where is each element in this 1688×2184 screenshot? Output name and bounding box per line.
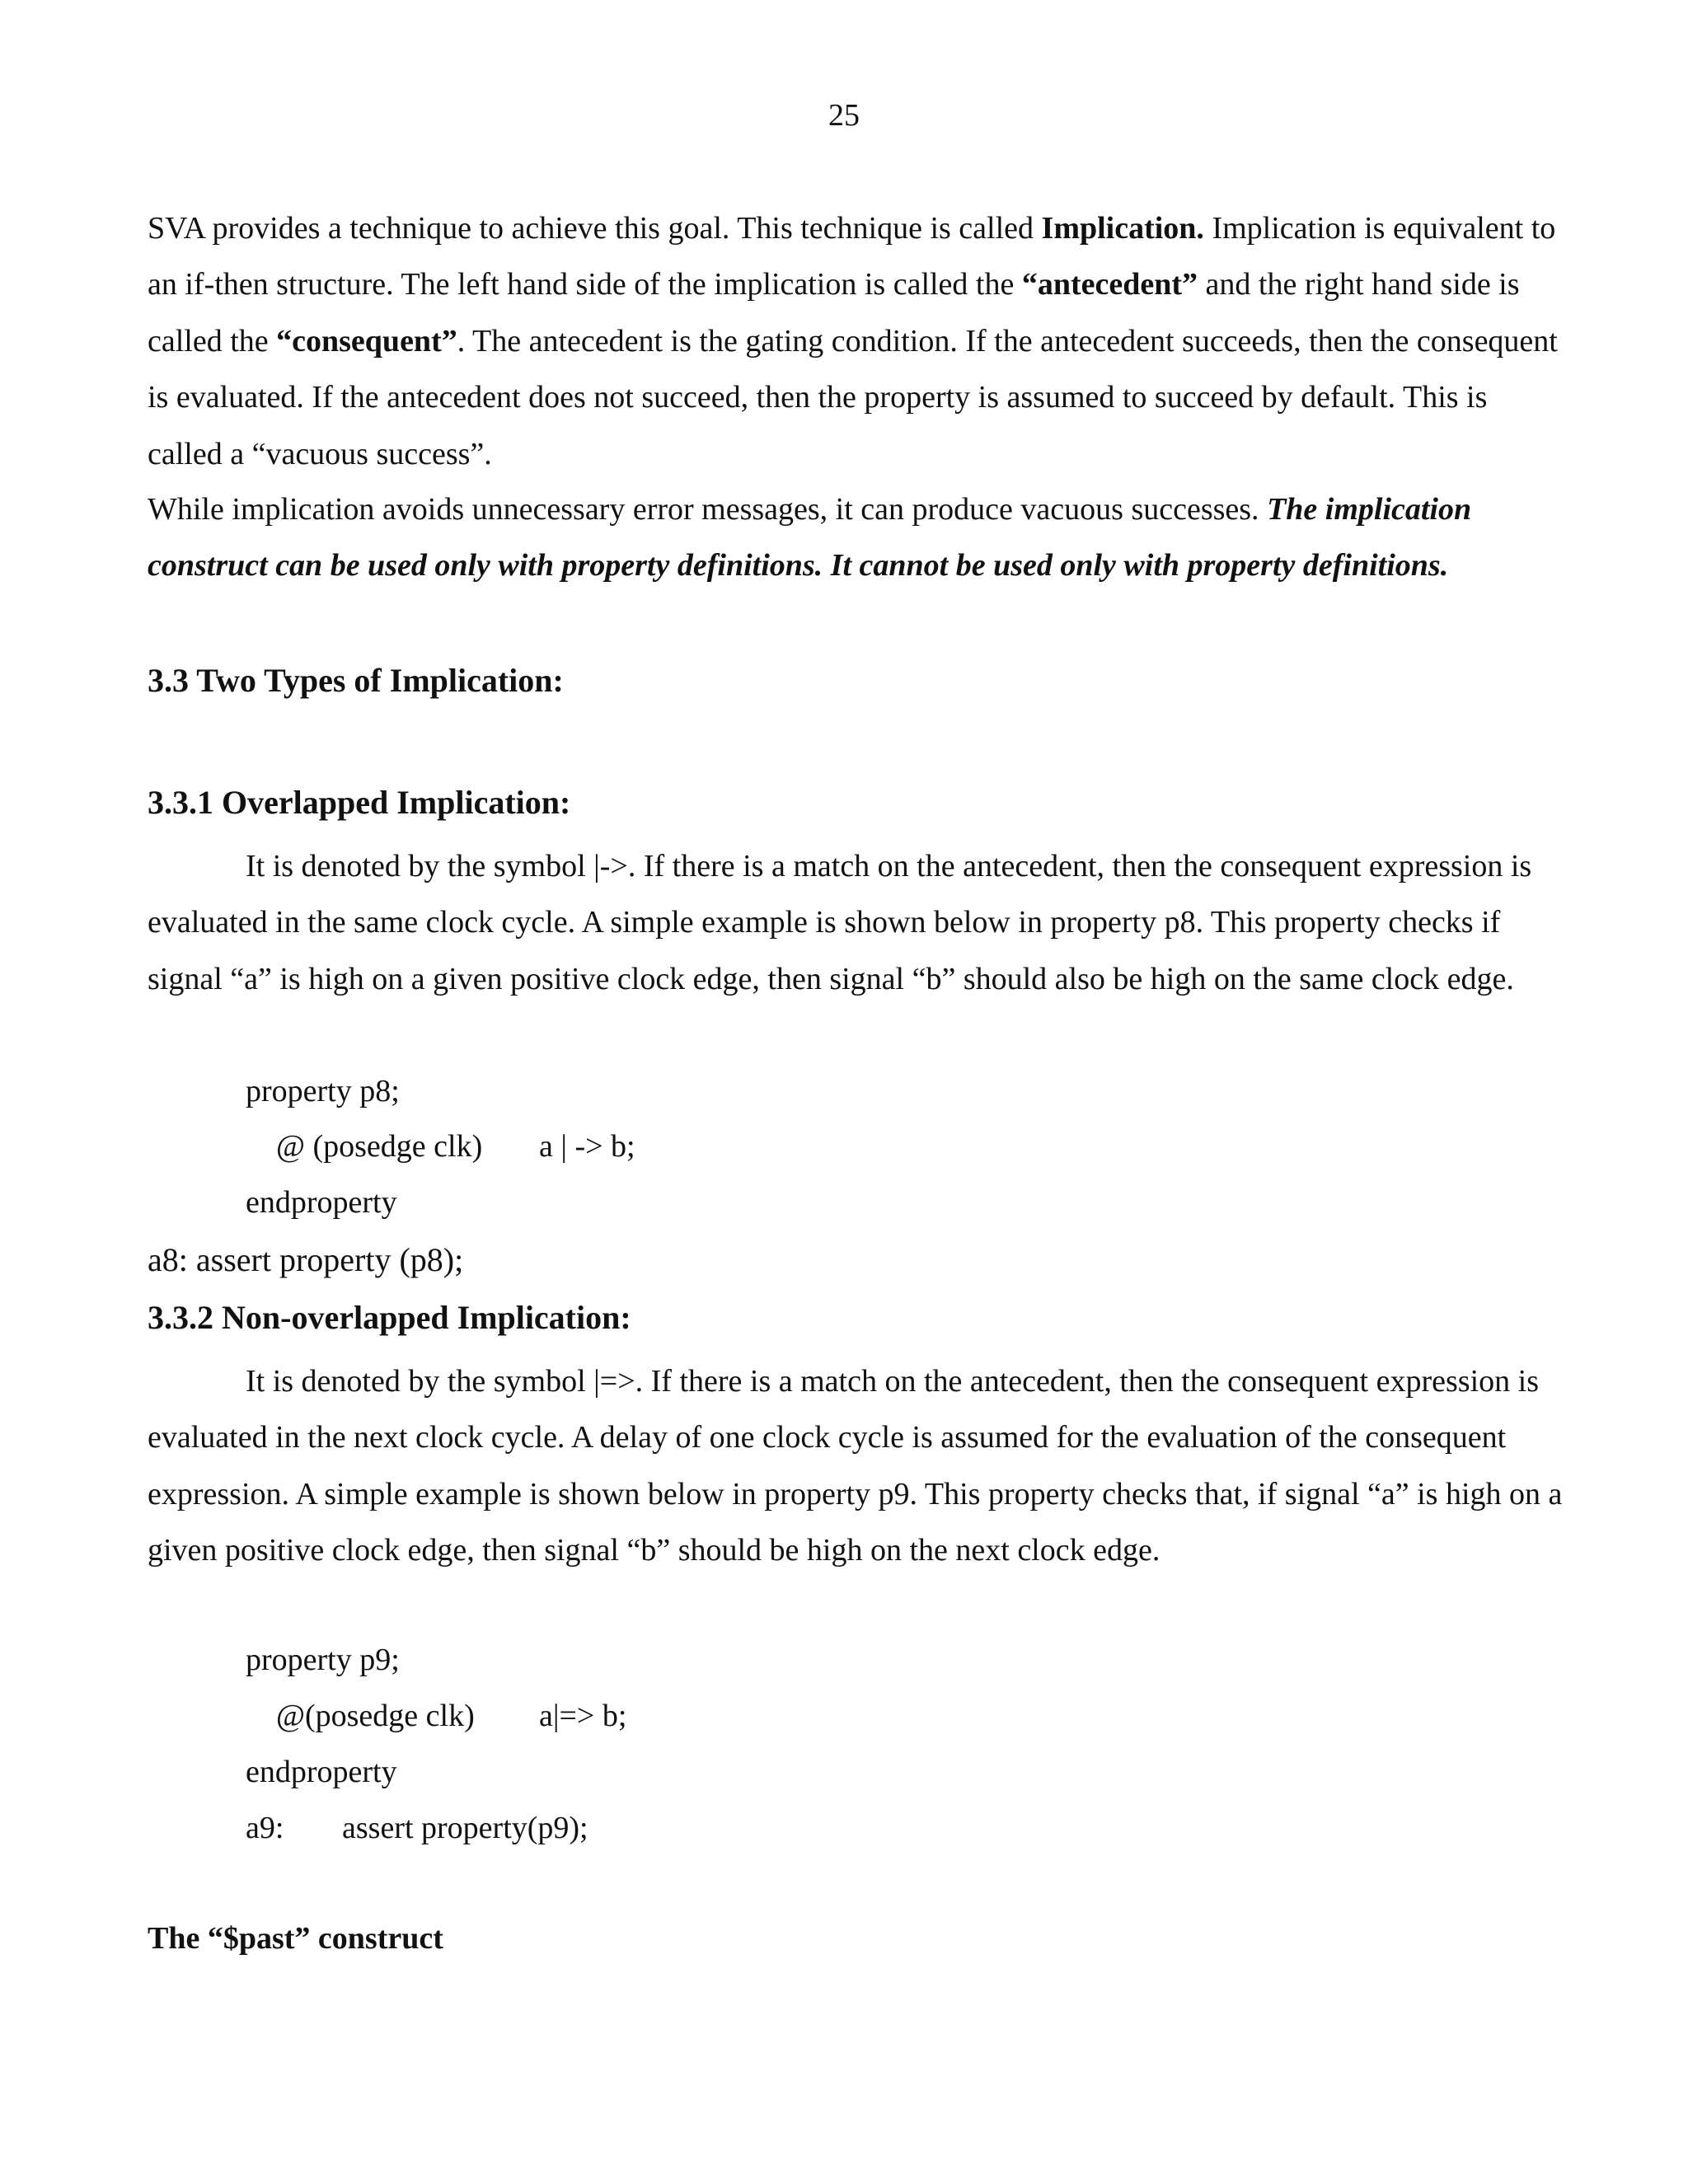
code-assert-label-a9: a9:	[246, 1811, 284, 1845]
code-property-p8: property p8;	[246, 1074, 400, 1108]
antecedent-term: “antecedent”	[1021, 267, 1198, 302]
section-3-3-2-heading: 3.3.2 Non-overlapped Implication:	[148, 1299, 631, 1336]
code-assert-a9: assert property(p9);	[342, 1811, 588, 1845]
past-construct-heading: The “$past” construct	[148, 1921, 443, 1956]
section-3-3-1-heading: 3.3.1 Overlapped Implication:	[148, 784, 571, 821]
code-assert-a8: a8: assert property (p8);	[148, 1241, 464, 1278]
consequent-term: “consequent”	[276, 323, 457, 359]
intro-text-2: Implication is equivalent to an if-then structure. The left hand side of the implication is called the	[148, 211, 1556, 302]
note-text: While implication avoids unnecessary error messages, it can produce vacuous successes.	[148, 492, 1268, 527]
code-implication-p8: a | -> b;	[539, 1129, 635, 1164]
code-endproperty-p8: endproperty	[246, 1185, 397, 1220]
implication-term: Implication.	[1041, 211, 1204, 246]
non-overlapped-implication-paragraph: It is denoted by the symbol |=>. If there is a match on the antecedent, then the consequent expression is evaluated in the next clock cycle. A delay of one clock cycle is assumed for the evaluation of the consequent expression. A simple example is shown below in property p9. This property checks that, if signal “a” is high on a given positive clock edge, then signal “b” should be high on the next clock edge.	[148, 1364, 1563, 1568]
code-implication-p9: a|=> b;	[539, 1699, 627, 1733]
implication-note-paragraph	[148, 481, 1565, 594]
code-property-p9: property p9;	[246, 1643, 400, 1677]
intro-text-3: and the right hand side is called the	[148, 267, 1520, 359]
note-emphasis: The implication construct can be used only with property definitions. It cannot be used only with property definitions.	[148, 492, 1472, 583]
code-posedge-clk-p9: @(posedge clk)	[276, 1699, 475, 1733]
intro-text-4: . The antecedent is the gating condition. If the antecedent succeeds, then the consequent is evaluated. If the antecedent does not succeed, then the property is assumed to succeed by default. This is called a “vacuous success”.	[148, 323, 1558, 471]
page-number: 25	[828, 98, 860, 133]
overlapped-implication-paragraph: It is denoted by the symbol |->. If there is a match on the antecedent, then the consequent expression is evaluated in the same clock cycle. A simple example is shown below in property p8. This property checks if signal “a” is high on a given positive clock edge, then signal “b” should also be high on the same clock edge.	[148, 849, 1532, 996]
code-posedge-clk-p8: @ (posedge clk)	[276, 1129, 483, 1164]
intro-text-1: SVA provides a technique to achieve this goal. This technique is called	[148, 211, 1042, 246]
code-endproperty-p9: endproperty	[246, 1755, 397, 1789]
section-3-3-heading: 3.3 Two Types of Implication:	[148, 662, 564, 699]
intro-paragraph	[148, 200, 1565, 482]
